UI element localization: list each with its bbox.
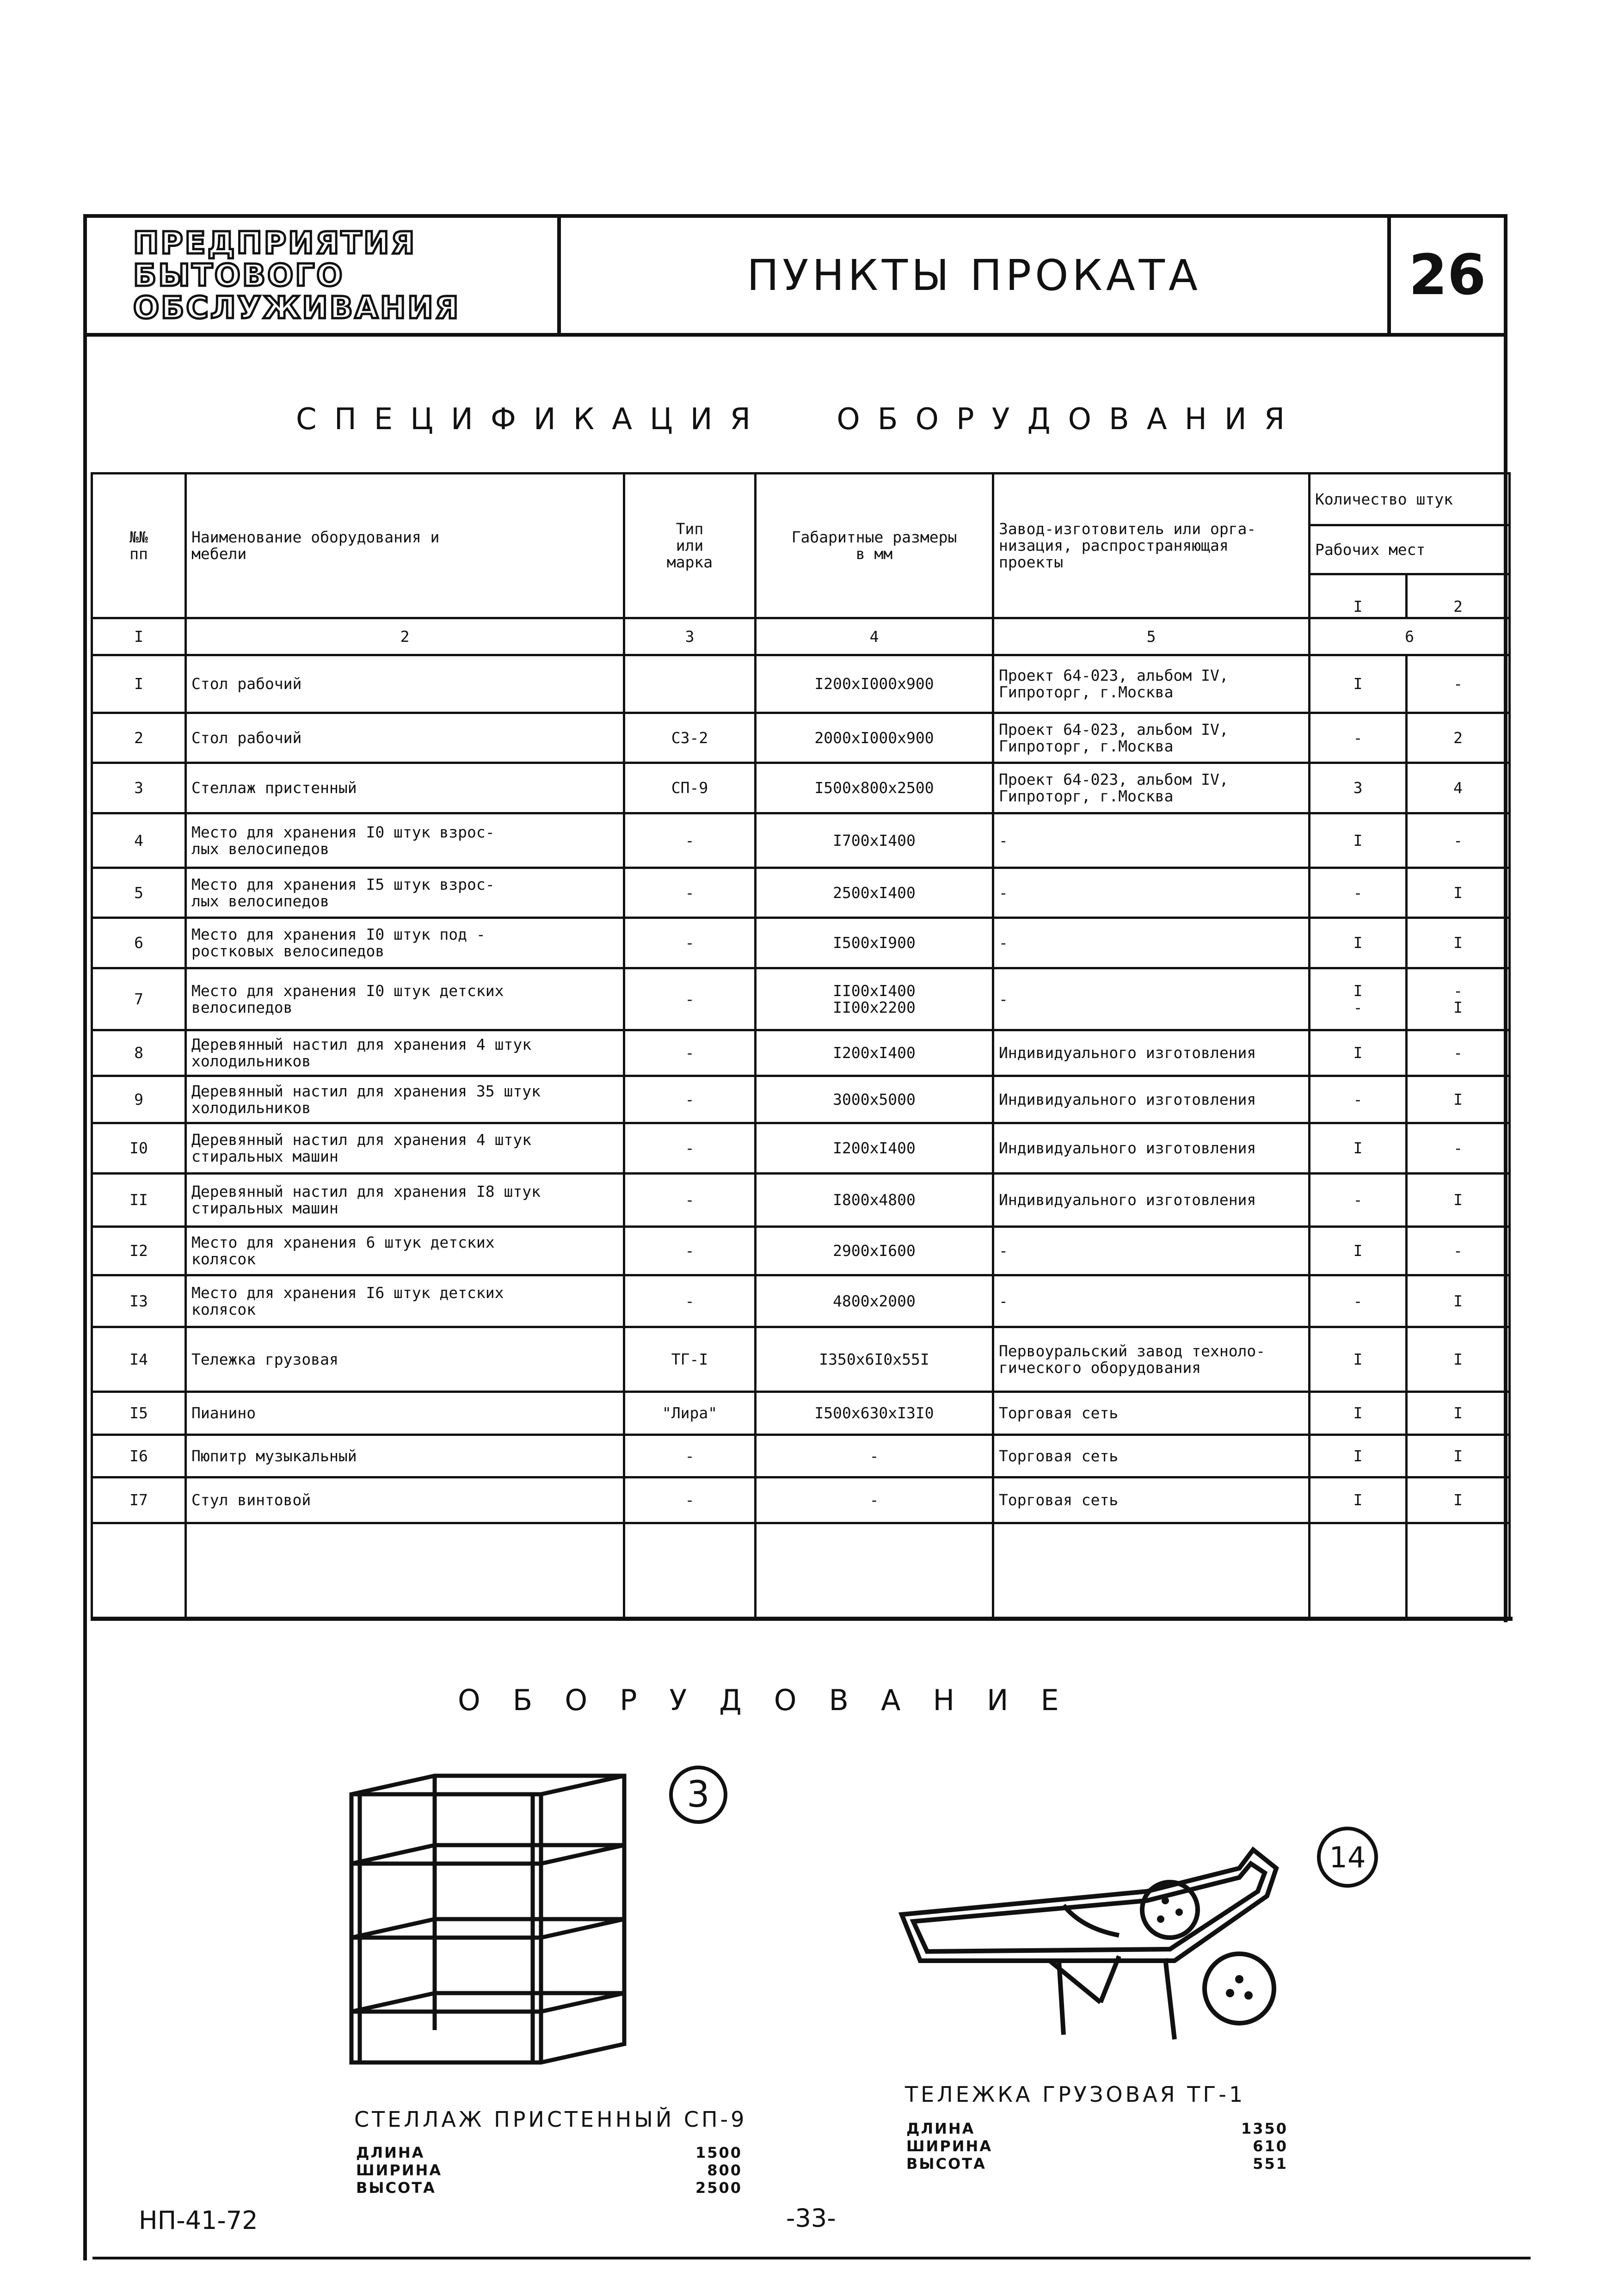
cell-maker: - bbox=[993, 1275, 1310, 1327]
cell-name: Деревянный настил для хранения 35 штук холодильников bbox=[186, 1076, 624, 1123]
cart-specs bbox=[906, 2120, 1288, 2173]
table-row bbox=[92, 1477, 1510, 1523]
shelf-marker: 3 bbox=[669, 1766, 727, 1824]
cart-caption: ТЕЛЕЖКА ГРУЗОВАЯ ТГ-1 bbox=[905, 2082, 1246, 2107]
cell-q1: I bbox=[1310, 655, 1407, 713]
spec-row bbox=[356, 2144, 742, 2161]
cell-q1: I bbox=[1310, 1227, 1407, 1275]
cell-maker: Торговая сеть bbox=[993, 1477, 1310, 1523]
bottom-border bbox=[92, 2257, 1531, 2259]
cell-q2: 2 bbox=[1407, 713, 1510, 763]
cell-type: СП-9 bbox=[624, 763, 756, 813]
cell-maker: - bbox=[993, 868, 1310, 918]
cell-dims: - bbox=[756, 1435, 993, 1477]
page-number: -33- bbox=[786, 2204, 836, 2233]
cell-q1: I bbox=[1310, 1392, 1407, 1435]
spec-title: СПЕЦИФИКАЦИЯ ОБОРУДОВАНИЯ bbox=[296, 402, 1303, 437]
spec-row bbox=[906, 2120, 1288, 2137]
header-q1: I bbox=[1310, 574, 1407, 618]
cell-dims: 2900xI600 bbox=[756, 1227, 993, 1275]
cell-q2: - bbox=[1407, 1123, 1510, 1174]
cell-q2: - I bbox=[1407, 968, 1510, 1030]
cell-dims: 2000xI000x900 bbox=[756, 713, 993, 763]
equipment-title: ОБОРУДОВАНИЕ bbox=[458, 1683, 1091, 1717]
cell-q2: I bbox=[1407, 1275, 1510, 1327]
cell-maker: Индивидуального изготовления bbox=[993, 1030, 1310, 1076]
cell-dims: I700xI400 bbox=[756, 813, 993, 868]
cell-maker: Индивидуального изготовления bbox=[993, 1123, 1310, 1174]
table-row bbox=[92, 763, 1510, 813]
table-row bbox=[92, 918, 1510, 968]
cell-num: I0 bbox=[92, 1123, 186, 1174]
cell-num: I4 bbox=[92, 1327, 186, 1392]
cell-name: Пюпитр музыкальный bbox=[186, 1435, 624, 1477]
cell-type: - bbox=[624, 968, 756, 1030]
cell-dims: I500x800x2500 bbox=[756, 763, 993, 813]
cell-maker: Проект 64-023, альбом IV, Гипроторг, г.Москва bbox=[993, 713, 1310, 763]
cell-type: - bbox=[624, 1275, 756, 1327]
cell-name: Стеллаж пристенный bbox=[186, 763, 624, 813]
col-number: 6 bbox=[1310, 618, 1510, 655]
cell-type: "Лира" bbox=[624, 1392, 756, 1435]
table-row bbox=[92, 1076, 1510, 1123]
cell-dims: I500xI900 bbox=[756, 918, 993, 968]
cell-q2: 4 bbox=[1407, 763, 1510, 813]
cell-dims: 3000x5000 bbox=[756, 1076, 993, 1123]
logo-line: БЫТОВОГО bbox=[133, 257, 344, 293]
header-workplaces: Рабочих мест bbox=[1310, 525, 1510, 574]
logo-line: ПРЕДПРИЯТИЯ bbox=[133, 225, 417, 261]
cell-name: Место для хранения I5 штук взрос- лых велосипедов bbox=[186, 868, 624, 918]
cell-dims: I500x630xI3I0 bbox=[756, 1392, 993, 1435]
cell-type: - bbox=[624, 1174, 756, 1227]
cell-q1: I bbox=[1310, 918, 1407, 968]
cell-dims: - bbox=[756, 1477, 993, 1523]
table-row bbox=[92, 1174, 1510, 1227]
cell-num: II bbox=[92, 1174, 186, 1227]
cell-dims: I200xI400 bbox=[756, 1123, 993, 1174]
column-number-row bbox=[92, 618, 1510, 655]
header-num: №№ пп bbox=[92, 474, 186, 618]
sheet-number: 26 bbox=[1387, 218, 1504, 333]
table-row bbox=[92, 868, 1510, 918]
header-dims: Габаритные размеры в мм bbox=[756, 474, 993, 618]
cell-dims: I350x6I0x55I bbox=[756, 1327, 993, 1392]
cell-type: - bbox=[624, 1076, 756, 1123]
cell-q1: I bbox=[1310, 1327, 1407, 1392]
cell-q1: - bbox=[1310, 1275, 1407, 1327]
cell-name: Место для хранения 6 штук детских колясок bbox=[186, 1227, 624, 1275]
cell-maker: Индивидуального изготовления bbox=[993, 1174, 1310, 1227]
cell-dims: I200xI400 bbox=[756, 1030, 993, 1076]
cell-num: I2 bbox=[92, 1227, 186, 1275]
table-row bbox=[92, 1392, 1510, 1435]
cell-name: Место для хранения I0 штук взрос- лых велосипедов bbox=[186, 813, 624, 868]
document-code: НП-41-72 bbox=[139, 2206, 258, 2235]
cell-dims: I800x4800 bbox=[756, 1174, 993, 1227]
frame-left-border bbox=[83, 214, 87, 2260]
cart-marker: 14 bbox=[1317, 1827, 1378, 1888]
cell-type: ТГ-I bbox=[624, 1327, 756, 1392]
cell-num: 8 bbox=[92, 1030, 186, 1076]
cell-q2: - bbox=[1407, 655, 1510, 713]
spec-label: ШИРИНА bbox=[356, 2161, 443, 2179]
cell-num: 3 bbox=[92, 763, 186, 813]
empty-cell bbox=[186, 1523, 624, 1618]
spec-value: 551 bbox=[1253, 2155, 1288, 2173]
spec-row bbox=[356, 2161, 742, 2179]
col-number: 4 bbox=[756, 618, 993, 655]
cell-type: - bbox=[624, 1030, 756, 1076]
cell-q2: I bbox=[1407, 1435, 1510, 1477]
cell-q2: - bbox=[1407, 1227, 1510, 1275]
spec-label: ДЛИНА bbox=[906, 2120, 975, 2137]
spec-value: 800 bbox=[707, 2161, 742, 2179]
logo bbox=[87, 218, 561, 333]
header-type: Тип или марка bbox=[624, 474, 756, 618]
table-row bbox=[92, 713, 1510, 763]
cell-type: - bbox=[624, 1227, 756, 1275]
col-number: I bbox=[92, 618, 186, 655]
cell-name: Стол рабочий bbox=[186, 655, 624, 713]
col-number: 3 bbox=[624, 618, 756, 655]
spec-value: 610 bbox=[1253, 2137, 1288, 2155]
cell-maker: Торговая сеть bbox=[993, 1435, 1310, 1477]
cell-name: Деревянный настил для хранения I8 штук стиральных машин bbox=[186, 1174, 624, 1227]
cell-q1: I bbox=[1310, 1435, 1407, 1477]
cell-q1: 3 bbox=[1310, 763, 1407, 813]
cell-q2: I bbox=[1407, 868, 1510, 918]
spec-value: 2500 bbox=[695, 2179, 742, 2197]
cell-dims: 4800x2000 bbox=[756, 1275, 993, 1327]
cell-maker: Проект 64-023, альбом IV, Гипроторг, г.Москва bbox=[993, 655, 1310, 713]
cell-type: - bbox=[624, 1435, 756, 1477]
cell-type: - bbox=[624, 1123, 756, 1174]
cell-q2: I bbox=[1407, 1392, 1510, 1435]
cell-type bbox=[624, 655, 756, 713]
cell-maker: - bbox=[993, 968, 1310, 1030]
cell-type: - bbox=[624, 813, 756, 868]
cell-type: - bbox=[624, 918, 756, 968]
shelf-caption: СТЕЛЛАЖ ПРИСТЕННЫЙ СП-9 bbox=[354, 2107, 747, 2132]
cell-num: I5 bbox=[92, 1392, 186, 1435]
empty-cell bbox=[92, 1523, 186, 1618]
cell-type: - bbox=[624, 1477, 756, 1523]
spec-row bbox=[356, 2179, 742, 2197]
header-q2: 2 bbox=[1407, 574, 1510, 618]
table-row bbox=[92, 1435, 1510, 1477]
empty-cell bbox=[624, 1523, 756, 1618]
cell-q1: I bbox=[1310, 813, 1407, 868]
cart-drawing bbox=[888, 1840, 1295, 2053]
empty-row bbox=[92, 1523, 1510, 1618]
cell-maker: - bbox=[993, 813, 1310, 868]
cell-name: Стул винтовой bbox=[186, 1477, 624, 1523]
cell-dims: 2500xI400 bbox=[756, 868, 993, 918]
col-number: 2 bbox=[186, 618, 624, 655]
shelf-specs bbox=[356, 2144, 742, 2197]
section-divider bbox=[91, 1617, 1513, 1621]
cell-num: I bbox=[92, 655, 186, 713]
cell-maker: Индивидуального изготовления bbox=[993, 1076, 1310, 1123]
cell-maker: Первоуральский завод техноло- гического оборудования bbox=[993, 1327, 1310, 1392]
cell-q2: I bbox=[1407, 1076, 1510, 1123]
spec-label: ДЛИНА bbox=[356, 2144, 425, 2161]
cell-q2: I bbox=[1407, 1477, 1510, 1523]
empty-cell bbox=[1407, 1523, 1510, 1618]
page-title: ПУНКТЫ ПРОКАТА bbox=[747, 251, 1201, 300]
header-name: Наименование оборудования и мебели bbox=[186, 474, 624, 618]
cell-name: Тележка грузовая bbox=[186, 1327, 624, 1392]
cell-name: Деревянный настил для хранения 4 штук стиральных машин bbox=[186, 1123, 624, 1174]
table-row bbox=[92, 655, 1510, 713]
cell-maker: Торговая сеть bbox=[993, 1392, 1310, 1435]
cell-num: I3 bbox=[92, 1275, 186, 1327]
cell-num: I7 bbox=[92, 1477, 186, 1523]
equipment-spec-table bbox=[91, 472, 1511, 1619]
cell-q2: - bbox=[1407, 813, 1510, 868]
spec-label: ВЫСОТА bbox=[356, 2179, 436, 2197]
cell-q1: I bbox=[1310, 1477, 1407, 1523]
empty-cell bbox=[1310, 1523, 1407, 1618]
cell-q1: I bbox=[1310, 1030, 1407, 1076]
table-row bbox=[92, 813, 1510, 868]
cell-num: 2 bbox=[92, 713, 186, 763]
cell-q1: - bbox=[1310, 868, 1407, 918]
cell-q2: I bbox=[1407, 1327, 1510, 1392]
cell-type: - bbox=[624, 868, 756, 918]
spec-label: ВЫСОТА bbox=[906, 2155, 986, 2173]
cell-name: Пианино bbox=[186, 1392, 624, 1435]
empty-cell bbox=[756, 1523, 993, 1618]
cell-dims: II00xI400 II00x2200 bbox=[756, 968, 993, 1030]
cell-q1: - bbox=[1310, 713, 1407, 763]
logo-line: ОБСЛУЖИВАНИЯ bbox=[133, 289, 461, 326]
cell-type: СЗ-2 bbox=[624, 713, 756, 763]
table-row bbox=[92, 1327, 1510, 1392]
cell-num: 5 bbox=[92, 868, 186, 918]
cell-name: Стол рабочий bbox=[186, 713, 624, 763]
cell-num: 4 bbox=[92, 813, 186, 868]
table-row bbox=[92, 1227, 1510, 1275]
cell-num: I6 bbox=[92, 1435, 186, 1477]
spec-label: ШИРИНА bbox=[906, 2137, 993, 2155]
spec-row bbox=[906, 2155, 1288, 2173]
cell-q2: I bbox=[1407, 918, 1510, 968]
cell-q1: - bbox=[1310, 1076, 1407, 1123]
header-qty: Количество штук bbox=[1310, 474, 1510, 525]
cell-q2: - bbox=[1407, 1030, 1510, 1076]
spec-value: 1350 bbox=[1241, 2120, 1288, 2137]
table-row bbox=[92, 1030, 1510, 1076]
empty-cell bbox=[993, 1523, 1310, 1618]
cell-num: 6 bbox=[92, 918, 186, 968]
cell-num: 9 bbox=[92, 1076, 186, 1123]
table-row bbox=[92, 968, 1510, 1030]
header-maker: Завод-изготовитель или орга- низация, распространяющая проекты bbox=[993, 474, 1310, 618]
cell-q1: - bbox=[1310, 1174, 1407, 1227]
cell-maker: Проект 64-023, альбом IV, Гипроторг, г.Москва bbox=[993, 763, 1310, 813]
cell-name: Место для хранения I6 штук детских колясок bbox=[186, 1275, 624, 1327]
cell-dims: I200xI000x900 bbox=[756, 655, 993, 713]
cell-num: 7 bbox=[92, 968, 186, 1030]
col-number: 5 bbox=[993, 618, 1310, 655]
cell-maker: - bbox=[993, 918, 1310, 968]
cell-name: Место для хранения I0 штук под - ростковых велосипедов bbox=[186, 918, 624, 968]
cell-q2: I bbox=[1407, 1174, 1510, 1227]
cell-maker: - bbox=[993, 1227, 1310, 1275]
table-row bbox=[92, 1123, 1510, 1174]
cell-q1: I bbox=[1310, 1123, 1407, 1174]
cell-name: Деревянный настил для хранения 4 штук холодильников bbox=[186, 1030, 624, 1076]
spec-row bbox=[906, 2137, 1288, 2155]
cell-q1: I - bbox=[1310, 968, 1407, 1030]
cell-name: Место для хранения I0 штук детских велосипедов bbox=[186, 968, 624, 1030]
table-row bbox=[92, 1275, 1510, 1327]
shelf-drawing bbox=[342, 1771, 638, 2076]
spec-value: 1500 bbox=[695, 2144, 742, 2161]
